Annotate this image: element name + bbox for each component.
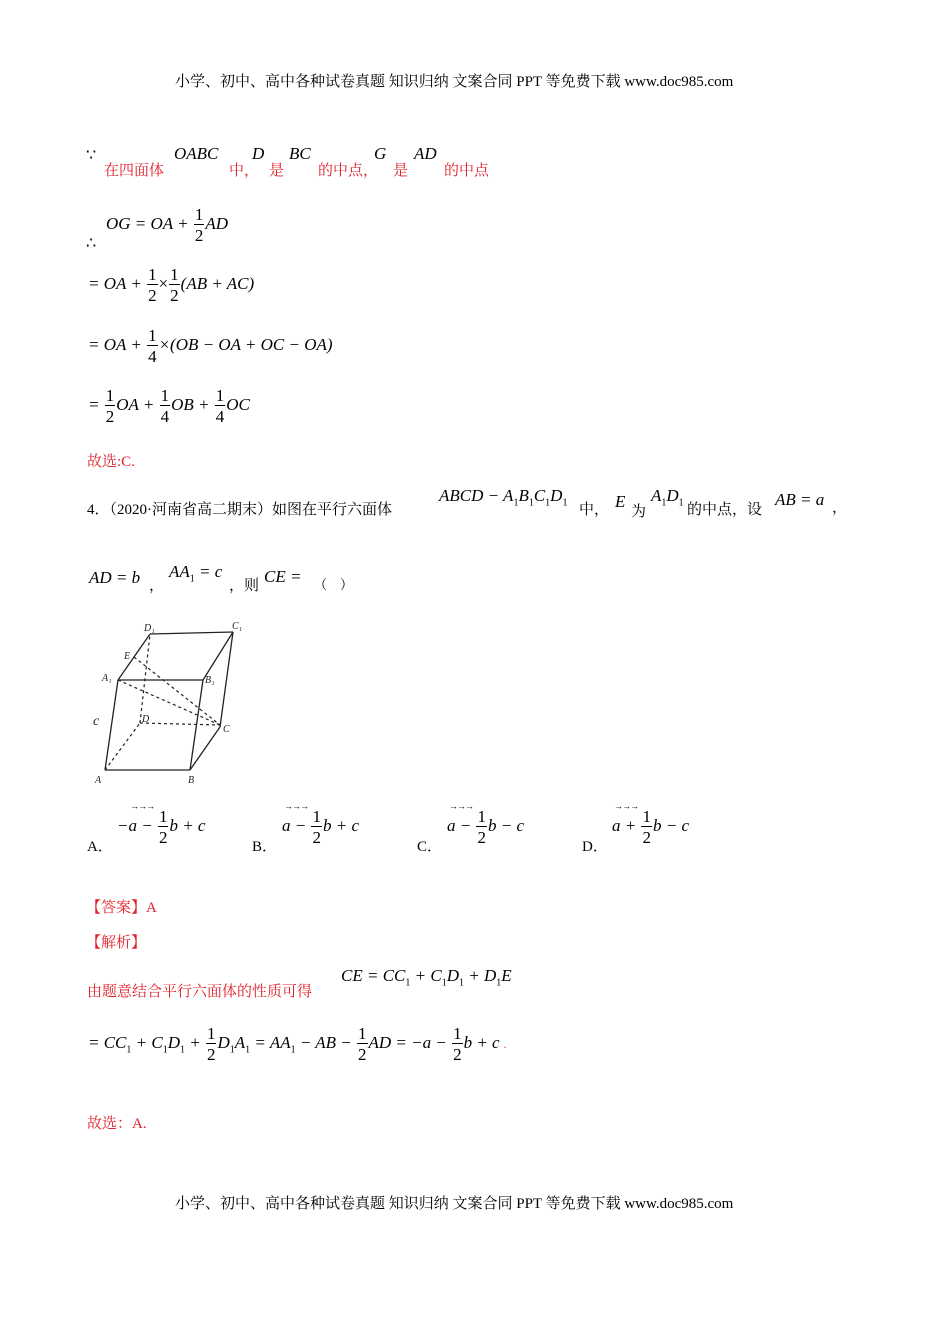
choice-a: 故选：A. xyxy=(87,1116,147,1132)
premise-line xyxy=(104,144,524,184)
label-D1: D₁ xyxy=(144,623,155,634)
text: 的中点， xyxy=(318,163,379,179)
math: CE = xyxy=(264,567,302,586)
text: 的中点 xyxy=(444,163,490,179)
text: ， xyxy=(832,500,848,516)
math: OABC xyxy=(174,144,219,163)
math: AB = a xyxy=(775,490,825,509)
math: BC xyxy=(289,144,311,163)
equation-ce: CE = $CC_1 + C_1D_1 + D_1E$ xyxy=(341,966,512,989)
math: E xyxy=(615,492,626,511)
parallelepiped-figure xyxy=(88,615,253,790)
because-symbol: ∵ xyxy=(86,147,97,164)
label-E: E xyxy=(124,651,131,662)
equation-4: = $\frac{1}{2}$ OA + $\frac{1}{4}$ OB + $\frac{1}{4}$ OC xyxy=(88,386,250,426)
text: 是 xyxy=(269,163,285,179)
text: 中， xyxy=(229,163,260,179)
math: AD xyxy=(414,144,437,163)
answer-label: 【答案】A xyxy=(86,900,157,916)
text: 中， xyxy=(579,502,610,518)
math: $AA_1 = c$ xyxy=(169,562,223,585)
math: AD = b xyxy=(89,568,141,587)
label-A1: A₁ xyxy=(102,673,112,684)
label-c: c xyxy=(93,714,100,729)
math: D xyxy=(252,144,265,163)
math-solid: ABCD − $A_1B_1C_1D_1$ xyxy=(439,486,568,509)
text: 的中点，设 xyxy=(687,502,763,518)
option-d[interactable]: D． →→→ a + $\frac{1}{2}$ b − c xyxy=(582,801,690,855)
math: G xyxy=(374,144,387,163)
equation-3: = OA + $\frac{1}{4}$ ×(OB − OA + OC − OA) xyxy=(88,326,333,366)
choice-c: 故选:C. xyxy=(87,454,135,470)
text: 4．（2020·河南省高二期末）如图在平行六面体 xyxy=(87,502,392,518)
option-c[interactable]: C． →→→ a − $\frac{1}{2}$ b − c xyxy=(417,801,525,855)
text: （ ） xyxy=(314,577,354,592)
text: 在四面体 xyxy=(104,163,165,179)
text: 是 xyxy=(393,163,409,179)
page-footer: 小学、初中、高中各种试卷真题 知识归纳 文案合同 PPT 等免费下载 www.doc985.com xyxy=(175,1196,734,1212)
equation-1: OG = OA + $\frac{1}{2}$ AD xyxy=(106,205,229,245)
label-B1: B₁ xyxy=(205,675,215,686)
analysis-label: 【解析】 xyxy=(86,935,147,951)
label-A: A xyxy=(95,775,102,786)
equation-2: = OA + $\frac{1}{2}$ × $\frac{1}{2}$ (AB + AC) xyxy=(88,265,255,305)
question-4-stem xyxy=(87,486,847,526)
options-row xyxy=(87,803,707,863)
equation-ce-expansion: = $CC_1 + C_1D_1$ + $\frac{1}{2}$ $D_1A_1 = AA_1$ − AB − $\frac{1}{2}$ AD = −a − $\frac{1}{2}$ b + c . xyxy=(88,1024,507,1064)
label-D: D xyxy=(142,714,150,725)
label-C1: C₁ xyxy=(232,621,243,632)
therefore-symbol: ∴ xyxy=(86,235,97,252)
analysis-reason: 由题意结合平行六面体的性质可得 xyxy=(87,984,313,1000)
page-header: 小学、初中、高中各种试卷真题 知识归纳 文案合同 PPT 等免费下载 www.doc985.com xyxy=(175,74,734,90)
label-B: B xyxy=(188,775,195,786)
text: ， xyxy=(149,578,165,594)
label-C: C xyxy=(223,724,230,735)
text: 为 xyxy=(631,504,647,520)
question-4-stem-2 xyxy=(89,562,389,598)
option-a[interactable]: A． →→→ −a − $\frac{1}{2}$ b + c xyxy=(87,801,206,855)
option-b[interactable]: B． →→→ a − $\frac{1}{2}$ b + c xyxy=(252,801,360,855)
math: $A_1D_1$ xyxy=(651,486,684,509)
text: ，则 xyxy=(229,578,260,594)
